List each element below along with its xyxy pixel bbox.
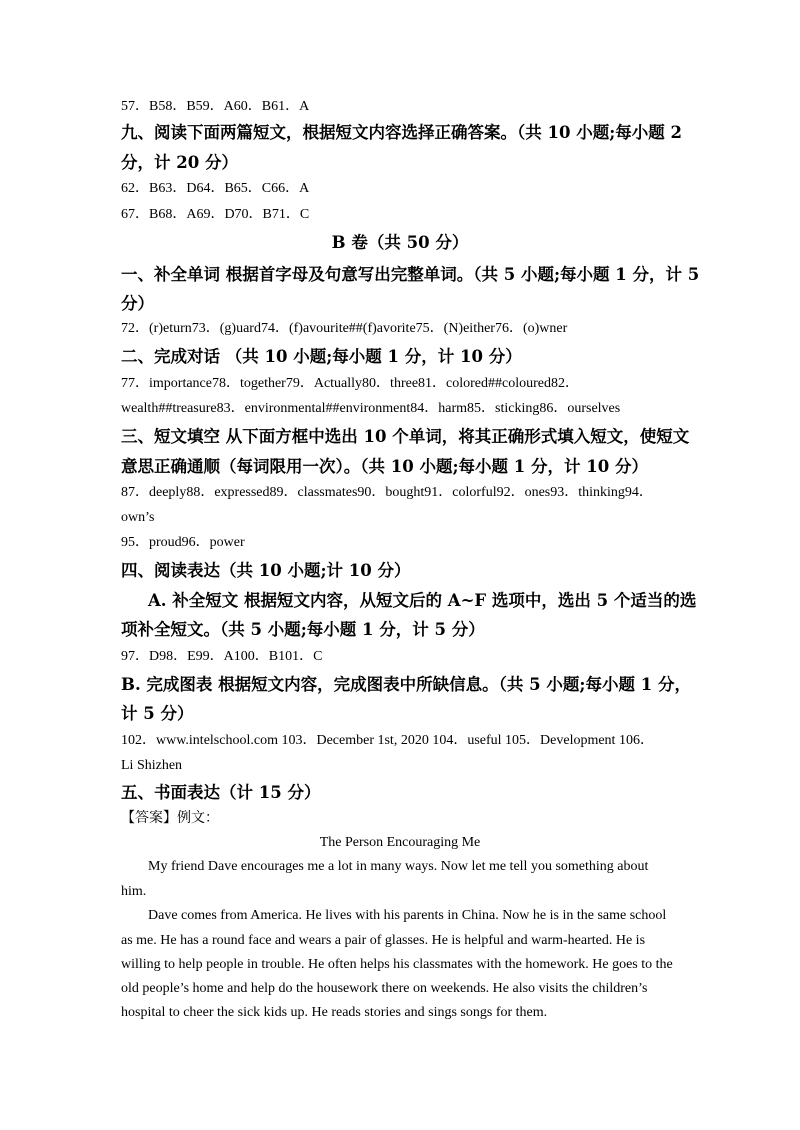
section-heading-2: 二、完成对话 （共 10 小题;每小题 1 分，计 10 分） (121, 347, 522, 366)
subsection-heading-a: A. 补全短文 根据短文内容，从短文后的 A~F 选项中，选出 5 个适当的选 (148, 591, 697, 610)
answer-line-102-106: 102．www.intelschool.com 103．December 1st, 2020 104．useful 105．Development 106． (121, 733, 654, 748)
subsection-heading-b-continued: 计 5 分） (121, 704, 194, 723)
answer-line-57-61: 57．B58．B59．A60．B61．A (121, 99, 310, 114)
answer-line-67-71: 67．B68．A69．D70．B71．C (121, 207, 310, 222)
essay-paragraph-2-line-3: willing to help people in trouble. He often helps his classmates with the homework. He goes to the (121, 957, 673, 972)
section-heading-5: 五、书面表达（计 15 分） (121, 783, 321, 802)
section-heading-9-continued: 分，计 20 分） (121, 153, 238, 172)
section-heading-3-continued: 意思正确通顺（每词限用一次）。（共 10 小题;每小题 1 分，计 10 分） (121, 457, 648, 476)
answer-line-95-96: 95．proud96．power (121, 535, 245, 550)
answer-label: 【答案】例文： (121, 811, 219, 826)
section-heading-4: 四、阅读表达（共 10 小题;计 10 分） (121, 561, 411, 580)
essay-paragraph-2-line-5: hospital to cheer the sick kids up. He reads stories and sings songs for them. (121, 1005, 548, 1020)
essay-paragraph-1-line-1: My friend Dave encourages me a lot in many ways. Now let me tell you something about (148, 859, 649, 874)
essay-title: The Person Encouraging Me (319, 835, 481, 850)
answer-line-72-76: 72．(r)eturn73．(g)uard74．(f)avourite##(f)avorite75．(N)either76．(o)wner (121, 321, 568, 336)
section-heading-9: 九、阅读下面两篇短文，根据短文内容选择正确答案。（共 10 小题;每小题 2 (121, 123, 683, 142)
answer-line-87-94: 87．deeply88．expressed89．classmates90．bought91．colorful92．ones93．thinking94． (121, 485, 653, 500)
section-heading-1-continued: 分） (121, 294, 154, 313)
essay-paragraph-2-line-1: Dave comes from America. He lives with his parents in China. Now he is in the same school (148, 908, 667, 923)
paper-b-title: B 卷（共 50 分） (331, 233, 469, 252)
section-heading-1: 一、补全单词 根据首字母及句意写出完整单词。（共 5 小题;每小题 1 分，计 5 (121, 265, 700, 284)
essay-paragraph-2-line-4: old people’s home and help do the housework there on weekends. He also visits the children’s (121, 981, 648, 996)
subsection-heading-a-continued: 项补全短文。（共 5 小题;每小题 1 分，计 5 分） (121, 620, 485, 639)
answer-line-106-continued: Li Shizhen (121, 758, 183, 773)
answer-line-97-101: 97．D98．E99．A100．B101．C (121, 649, 323, 664)
subsection-heading-b: B. 完成图表 根据短文内容，完成图表中所缺信息。（共 5 小题;每小题 1 分， (121, 675, 691, 694)
answer-line-77-82: 77．importance78．together79．Actually80．three81．colored##coloured82． (121, 376, 579, 391)
answer-line-94-continued: own’s (121, 510, 155, 525)
answer-line-82-86: wealth##treasure83．environmental##environment84．harm85．sticking86．ourselves (121, 401, 621, 416)
answer-line-62-66: 62．B63．D64．B65．C66．A (121, 181, 310, 196)
section-heading-3: 三、短文填空 从下面方框中选出 10 个单词，将其正确形式填入短文，使短文 (121, 427, 690, 446)
essay-paragraph-2-line-2: as me. He has a round face and wears a pair of glasses. He is helpful and warm-hearted. He is (121, 933, 646, 948)
essay-paragraph-1-line-2: him. (121, 884, 147, 899)
